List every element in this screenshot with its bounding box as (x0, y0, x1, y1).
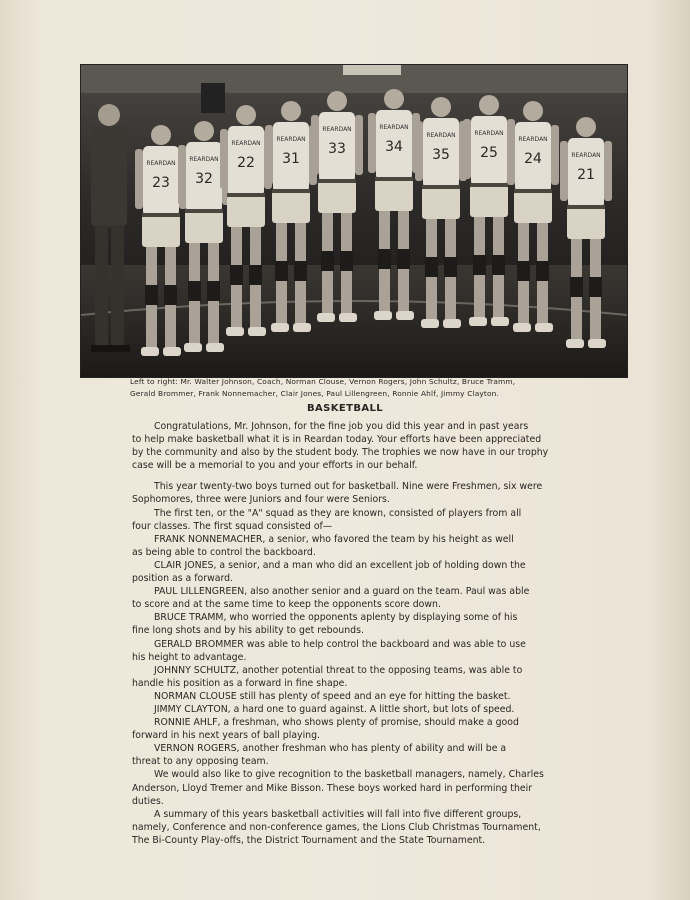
text-line: A summary of this years basketball activities will fall into five different groups, (154, 808, 522, 820)
jersey-text: REARDAN (571, 152, 601, 159)
jersey-text: REARDAN (426, 132, 456, 139)
text-line: JIMMY CLAYTON, a hard one to guard against. A little short, but lots of speed. (154, 703, 515, 715)
jersey-number: 25 (480, 145, 498, 161)
jersey-number: 31 (282, 151, 300, 167)
caption-line: Gerald Brommer, Frank Nonnemacher, Clair Jones, Paul Lillengreen, Ronnie Ahlf, Jimmy Clayton. (130, 388, 499, 398)
jersey-number: 35 (432, 147, 450, 163)
jersey-number: 23 (152, 175, 170, 191)
text-line: The first ten, or the "A" squad as they are known, consisted of players from all (154, 507, 522, 519)
text-line: namely, Conference and non-conference games, the Lions Club Christmas Tournament, (132, 821, 541, 833)
jersey-number: 21 (577, 167, 595, 183)
text-line: by the community and also by the student body. The trophies we now have in our trophy (132, 447, 549, 459)
text-line: We would also like to give recognition to the basketball managers, namely, Charles (154, 769, 544, 781)
text-line: forward in his next years of ball playing. (132, 730, 320, 742)
jersey-number: 24 (524, 151, 542, 167)
text-line: NORMAN CLOUSE still has plenty of speed and an eye for hitting the basket. (154, 690, 511, 702)
team-photo (80, 64, 628, 378)
jersey-text: REARDAN (231, 140, 261, 147)
text-line: threat to any opposing team. (132, 756, 269, 768)
jersey-number: 22 (237, 155, 255, 171)
jersey-number: 33 (328, 141, 346, 157)
text-line: FRANK NONNEMACHER, a senior, who favored the team by his height as well (154, 533, 514, 545)
jersey-text: REARDAN (518, 136, 548, 143)
text-line: Sophomores, three were Juniors and four were Seniors. (132, 494, 390, 506)
article-body (132, 420, 607, 847)
text-line: BRUCE TRAMM, who worried the opponents aplenty by displaying some of his (154, 612, 518, 624)
jersey-number: 34 (385, 139, 403, 155)
jersey-number: 32 (195, 171, 213, 187)
text-line: Anderson, Lloyd Tremer and Mike Bisson. These boys worked hard in performing their (132, 782, 533, 794)
text-line: handle his position as a forward in fine shape. (132, 677, 348, 689)
text-line: to score and at the same time to keep the opponents score down. (132, 599, 441, 611)
text-line: VERNON ROGERS, another freshman who has plenty of ability and will be a (154, 743, 507, 755)
text-line: Congratulations, Mr. Johnson, for the fine job you did this year and in past years (154, 421, 529, 432)
text-line: GERALD BROMMER was able to help control the backboard and was able to use (154, 638, 526, 650)
text-line: position as a forward. (132, 573, 234, 585)
jersey-text: REARDAN (379, 124, 409, 131)
text-line: CLAIR JONES, a senior, and a man who did an excellent job of holding down the (154, 559, 526, 571)
text-line: The Bi-County Play-offs, the District Tournament and the State Tournament. (132, 834, 486, 846)
text-line: This year twenty-two boys turned out for basketball. Nine were Freshmen, six were (154, 481, 543, 493)
text-line: PAUL LILLENGREEN, also another senior and a guard on the team. Paul was able (154, 586, 530, 598)
jersey-text: REARDAN (276, 136, 306, 143)
text-line: fine long shots and by his ability to get rebounds. (132, 625, 364, 637)
text-line: duties. (132, 795, 164, 807)
text-line: to help make basketball what it is in Reardan today. Your efforts have been appreciated (132, 434, 542, 446)
text-line: JOHNNY SCHULTZ, another potential threat to the opposing teams, was able to (154, 664, 523, 676)
text-line: as being able to control the backboard. (132, 546, 316, 558)
section-title: BASKETBALL (306, 403, 384, 414)
jersey-text: REARDAN (474, 130, 504, 137)
caption-line: Left to right: Mr. Walter Johnson, Coach, Norman Clouse, Vernon Rogers, John Schultz, Bruce Tramm, (130, 377, 516, 386)
text-line: four classes. The first squad consisted of— (132, 520, 333, 532)
jersey-text: REARDAN (146, 160, 176, 167)
jersey-text: REARDAN (189, 156, 219, 163)
photo-caption (130, 376, 600, 399)
text-line: his height to advantage. (132, 651, 247, 663)
text-line: RONNIE AHLF, a freshman, who shows plenty of promise, should make a good (154, 717, 519, 729)
text-line: case will be a memorial to you and your efforts in our behalf. (132, 460, 418, 472)
jersey-text: REARDAN (322, 126, 352, 133)
